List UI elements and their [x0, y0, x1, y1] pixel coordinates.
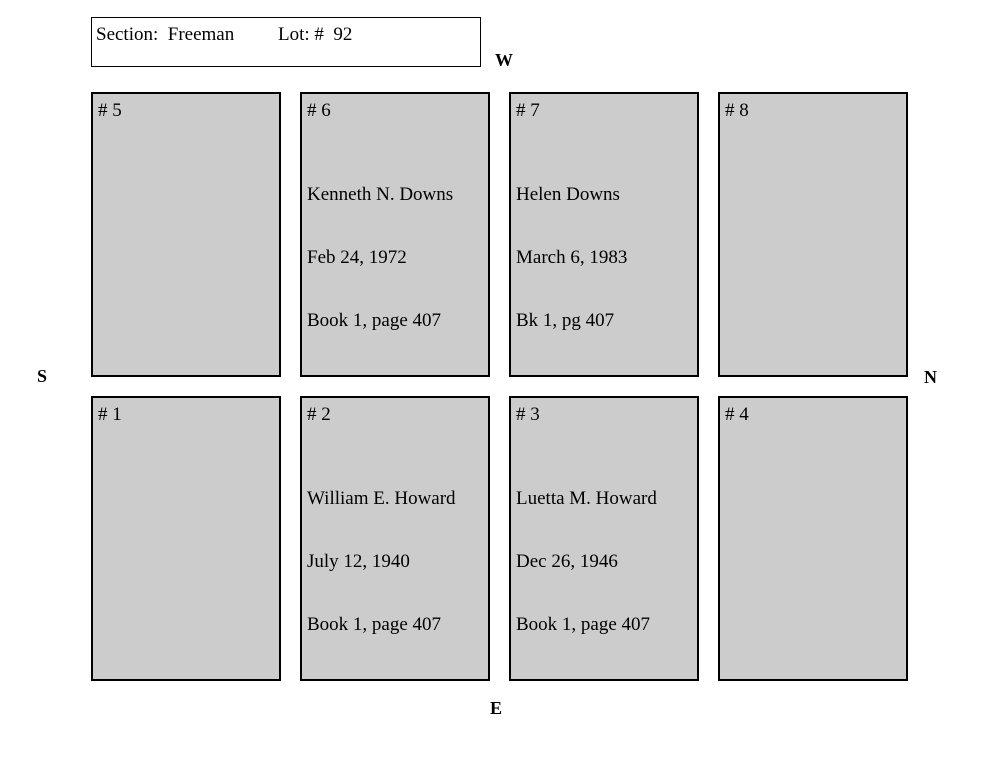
plot-number: # 5 [98, 100, 122, 121]
interment-name: William E. Howard [307, 488, 456, 509]
interment-date [725, 247, 744, 268]
compass-south-label: S [37, 366, 48, 386]
plot-number: # 4 [725, 404, 749, 425]
interment-name [98, 184, 117, 205]
plot-6 [300, 92, 490, 377]
plot-4 [718, 396, 908, 681]
interment-name [725, 488, 744, 509]
interment-record: Book 1, page 407 [307, 614, 442, 635]
compass-east-label: E [490, 698, 503, 718]
interment-date: Feb 24, 1972 [307, 247, 407, 268]
plot-number: # 7 [516, 100, 540, 121]
lot-label: Lot: # 92 [278, 24, 353, 45]
plot-info [725, 446, 744, 677]
plot-3 [509, 396, 699, 681]
interment-date: March 6, 1983 [516, 247, 628, 268]
interment-record [98, 614, 117, 635]
interment-date [98, 247, 117, 268]
interment-name [725, 184, 744, 205]
plot-info [307, 142, 453, 373]
plot-info [98, 446, 117, 677]
interment-record: Book 1, page 407 [516, 614, 651, 635]
interment-record [725, 310, 744, 331]
interment-record [98, 310, 117, 331]
section-lot-header [91, 17, 481, 67]
interment-name: Helen Downs [516, 184, 620, 205]
plot-info [725, 142, 744, 373]
interment-name [98, 488, 117, 509]
compass-west-label: W [495, 50, 513, 70]
interment-date [98, 551, 117, 572]
interment-date [725, 551, 744, 572]
plot-info [98, 142, 117, 373]
plot-number: # 6 [307, 100, 331, 121]
plot-number: # 2 [307, 404, 331, 425]
interment-name: Kenneth N. Downs [307, 184, 454, 205]
plot-info [516, 142, 627, 373]
section-label: Section: Freeman [96, 24, 235, 45]
plot-number: # 3 [516, 404, 540, 425]
plot-2 [300, 396, 490, 681]
interment-record: Book 1, page 407 [307, 310, 442, 331]
plot-5 [91, 92, 281, 377]
plot-7 [509, 92, 699, 377]
interment-record [725, 614, 744, 635]
interment-name: Luetta M. Howard [516, 488, 657, 509]
interment-date: Dec 26, 1946 [516, 551, 618, 572]
plot-number: # 8 [725, 100, 749, 121]
plot-8 [718, 92, 908, 377]
compass-north-label: N [924, 367, 937, 387]
plot-1 [91, 396, 281, 681]
plot-number: # 1 [98, 404, 122, 425]
interment-record: Bk 1, pg 407 [516, 310, 615, 331]
plot-info [516, 446, 657, 677]
interment-date: July 12, 1940 [307, 551, 410, 572]
plot-info [307, 446, 456, 677]
